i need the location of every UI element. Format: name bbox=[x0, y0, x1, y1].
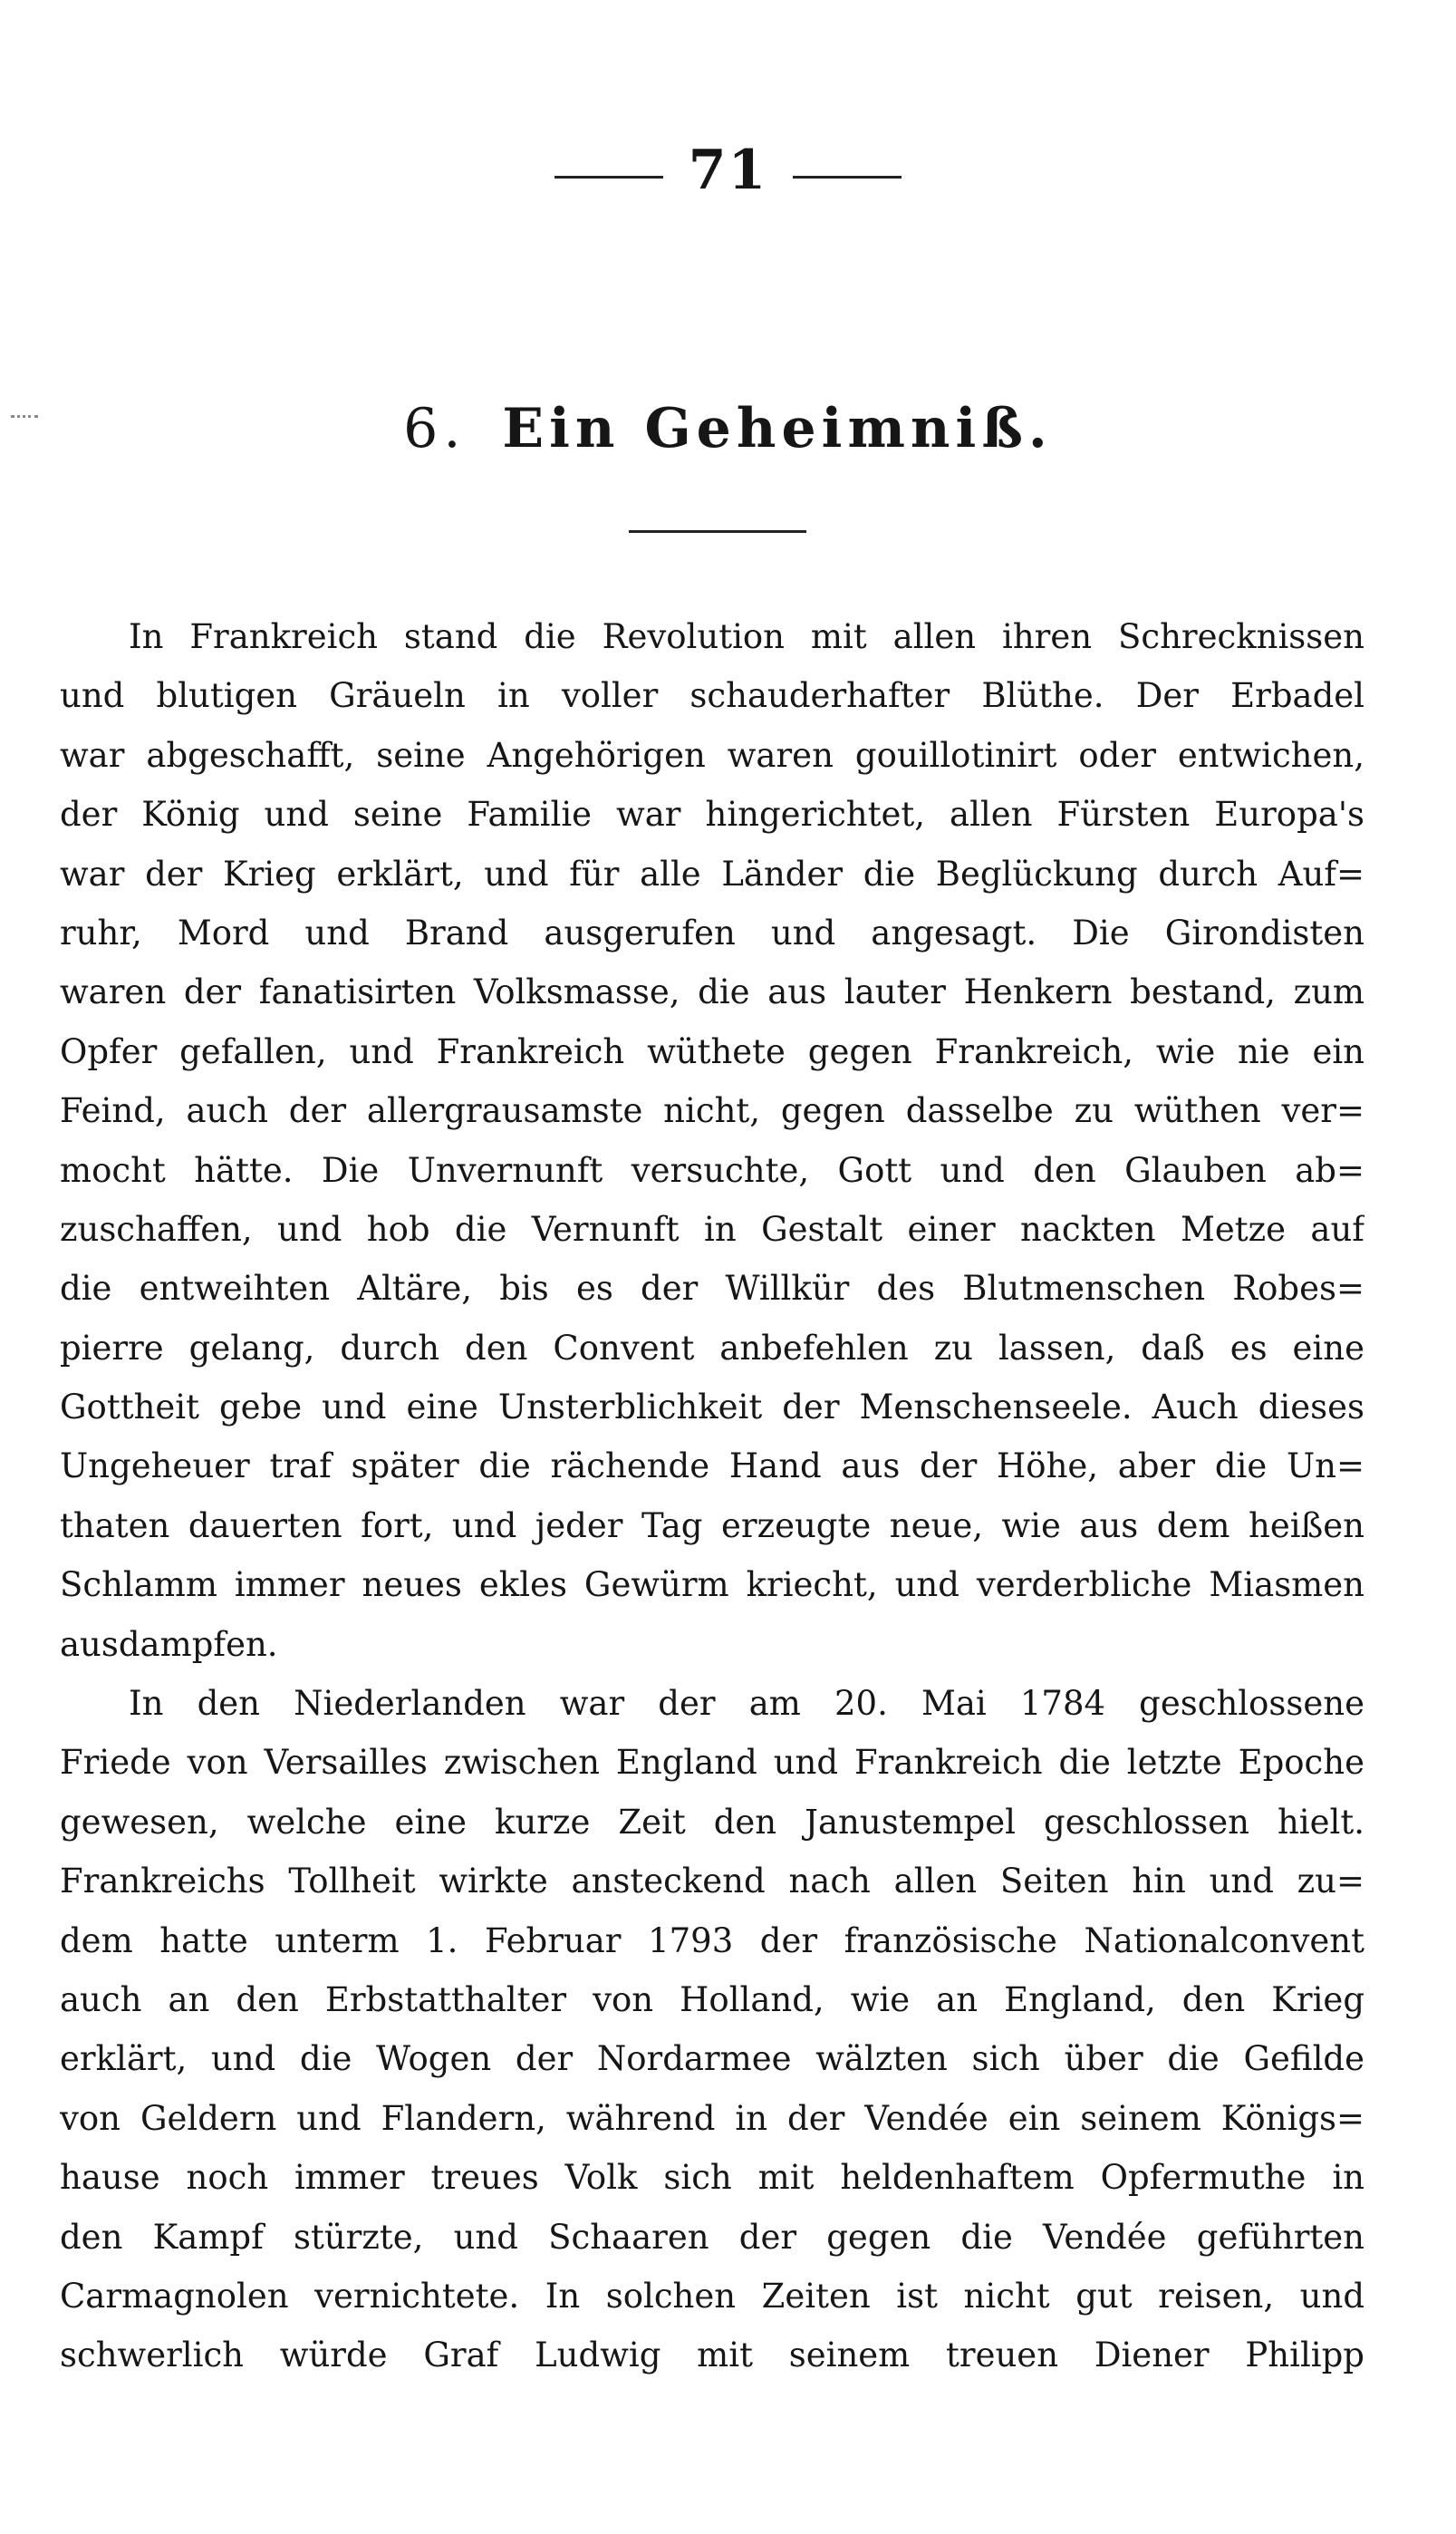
text-line: Feind, auch der allergrausamste nicht, gegen dasselbe zu wüthen ver= bbox=[60, 1091, 1364, 1131]
text-line: ausdampfen. bbox=[60, 1624, 278, 1664]
text-line: gewesen, welche eine kurze Zeit den Janustempel geschlossen hielt. bbox=[60, 1802, 1364, 1842]
text-line: den Kampf stürzte, und Schaaren der gegen die Vendée geführten bbox=[60, 2217, 1364, 2257]
text-line: Schlamm immer neues ekles Gewürm kriecht, und verderbliche Miasmen bbox=[60, 1565, 1364, 1605]
text-line: und blutigen Gräueln in voller schauderhafter Blüthe. Der Erbadel bbox=[60, 676, 1364, 716]
text-line: auch an den Erbstatthalter von Holland, wie an England, den Krieg bbox=[60, 1979, 1364, 2019]
text-line: war abgeschafft, seine Angehörigen waren gouillotinirt oder entwichen, bbox=[60, 735, 1364, 775]
paragraph bbox=[60, 1674, 1364, 2385]
text-line: Ungeheuer traf später die rächende Hand aus der Höhe, aber die Un= bbox=[60, 1446, 1364, 1486]
text-line: In den Niederlanden war der am 20. Mai 1784 geschlossene bbox=[129, 1684, 1364, 1724]
text-line: war der Krieg erklärt, und für alle Länder die Beglückung durch Auf= bbox=[60, 854, 1364, 894]
chapter-number: 6. bbox=[403, 397, 467, 460]
header-dash-left bbox=[554, 176, 663, 179]
text-line: pierre gelang, durch den Convent anbefehlen zu lassen, daß es eine bbox=[60, 1328, 1364, 1368]
page-number: 71 bbox=[688, 139, 768, 202]
body-text bbox=[60, 607, 1364, 2385]
text-line: hause noch immer treues Volk sich mit heldenhaftem Opfermuthe in bbox=[60, 2158, 1364, 2198]
text-line: mocht hätte. Die Unvernunft versuchte, Gott und den Glauben ab= bbox=[60, 1150, 1364, 1190]
text-line: Friede von Versailles zwischen England und Frankreich die letzte Epoche bbox=[60, 1743, 1364, 1783]
text-line: schwerlich würde Graf Ludwig mit seinem treuen Diener Philipp bbox=[60, 2336, 1364, 2375]
text-line: zuschaffen, und hob die Vernunft in Gestalt einer nackten Metze auf bbox=[60, 1209, 1364, 1249]
paragraph bbox=[60, 607, 1364, 1674]
text-line: waren der fanatisirten Volksmasse, die aus lauter Henkern bestand, zum bbox=[60, 972, 1364, 1012]
text-line: In Frankreich stand die Revolution mit allen ihren Schrecknissen bbox=[129, 617, 1364, 656]
text-line: Gottheit gebe und eine Unsterblichkeit der Menschenseele. Auch dieses bbox=[60, 1388, 1364, 1427]
chapter-title: Ein Geheimniß. bbox=[502, 397, 1053, 460]
text-line: thaten dauerten fort, und jeder Tag erzeugte neue, wie aus dem heißen bbox=[60, 1505, 1364, 1545]
text-line: der König und seine Familie war hingerichtet, allen Fürsten Europa's bbox=[60, 795, 1364, 835]
text-line: Opfer gefallen, und Frankreich wüthete gegen Frankreich, wie nie ein bbox=[60, 1031, 1364, 1071]
page-header bbox=[0, 134, 1456, 207]
text-line: erklärt, und die Wogen der Nordarmee wälzten sich über die Gefilde bbox=[60, 2039, 1364, 2079]
text-line: dem hatte unterm 1. Februar 1793 der französische Nationalconvent bbox=[60, 1920, 1364, 1960]
chapter-heading bbox=[0, 397, 1456, 460]
header-dash-right bbox=[793, 176, 902, 179]
text-line: Carmagnolen vernichtete. In solchen Zeiten ist nicht gut reisen, und bbox=[60, 2276, 1364, 2316]
text-line: ruhr, Mord und Brand ausgerufen und angesagt. Die Girondisten bbox=[60, 913, 1364, 953]
text-line: von Geldern und Flandern, während in der Vendée ein seinem Königs= bbox=[60, 2098, 1364, 2138]
text-line: die entweihten Altäre, bis es der Willkür des Blutmenschen Robes= bbox=[60, 1269, 1364, 1309]
heading-rule bbox=[629, 530, 806, 533]
text-line: Frankreichs Tollheit wirkte ansteckend nach allen Seiten hin und zu= bbox=[60, 1862, 1364, 1901]
